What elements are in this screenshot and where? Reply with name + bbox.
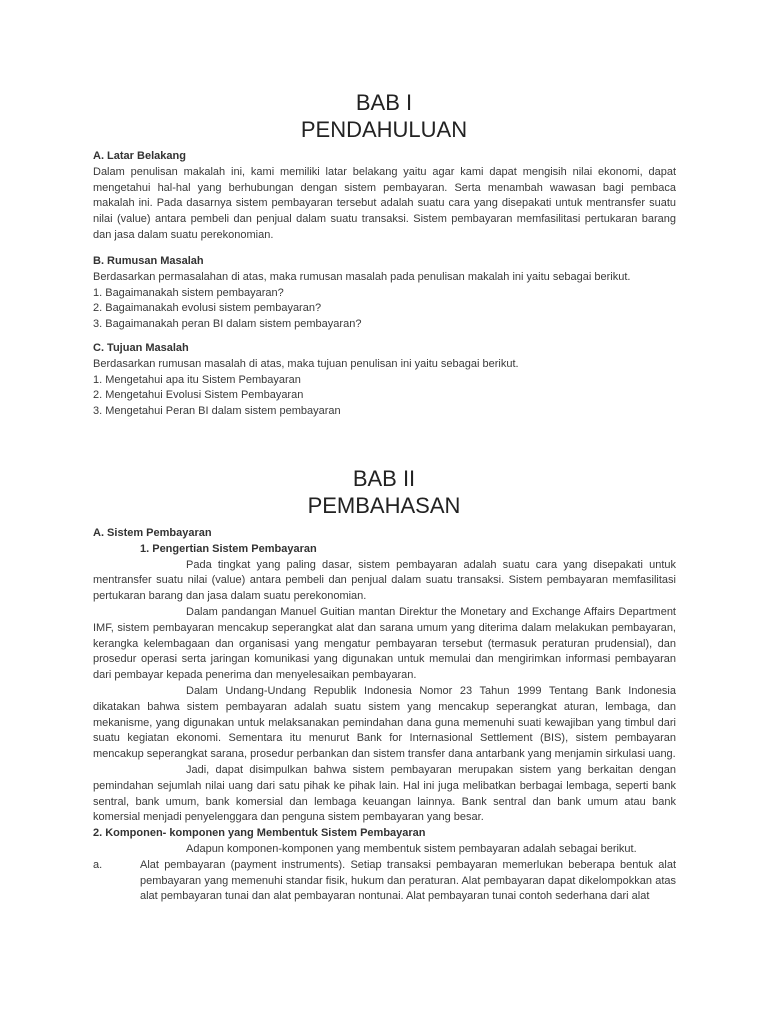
paragraph: Jadi, dapat disimpulkan bahwa sistem pembayaran merupakan sistem yang berkaitan dengan pemindahan sejumlah nilai uang dari satu pihak ke pihak lain. Hal ini juga melibatkan berbagai lembaga, seperti bank sentral, bank umum, bank komersial dan lembaga keuangan lainnya. Bank sentral dan bank umum atau bank komersial menjadi penyelenggara dan penguna sistem pembayaran yang besar.	[93, 763, 676, 824]
paragraph: Dalam Undang-Undang Republik Indonesia Nomor 23 Tahun 1999 Tentang Bank Indonesia dikatakan bahwa sistem pembayaran adalah suatu sistem yang mencakup seperangkat aturan, lembaga, dan mekanisme, yang digunakan untuk melaksanakan pemindahan dana guna memenuhi suati kewajiban yang timbul dari suatu kegiatan ekonomi. Sementara itu menurut Bank for Internasional Settlement (BIS), sistem pembayaran mencakup seperangkat sarana, prosedur perbankan dan sistem transfer dana antarbank yang menjamin sirkulasi uang.	[93, 684, 676, 761]
list-item: 3. Mengetahui Peran BI dalam sistem pembayaran	[93, 405, 341, 418]
section-heading: A. Sistem Pembayaran	[93, 527, 212, 539]
section-rumusan-masalah	[93, 254, 676, 333]
subsection-heading: 1. Pengertian Sistem Pembayaran	[140, 542, 317, 555]
paragraph: Adapun komponen-komponen yang membentuk sistem pembayaran adalah sebagai berikut.	[186, 842, 637, 855]
section-sistem-pembayaran	[93, 526, 676, 905]
chapter-title: BAB I	[355, 90, 413, 115]
list-item: 3. Bagaimanakah peran BI dalam sistem pembayaran?	[93, 318, 362, 331]
list-item: 1. Mengetahui apa itu Sistem Pembayaran	[93, 373, 301, 386]
section-heading: C. Tujuan Masalah	[93, 342, 189, 354]
paragraph: Dalam pandangan Manuel Guitian mantan Direktur the Monetary and Exchange Affairs Department IMF, sistem pembayaran mencakup seperangkat alat dan sarana umum yang diterima dalam melakukan pembayaran, kerangka kelembagaan dan organisasi yang mengatur pembayaran tersebut (termasuk peraturan prudensial), dan prosedur operasi serta jaringan komunikasi yang digunakan untuk memulai dan mengirimkan informasi pembayaran dari pembayar kepada penerima dan menyelesaikan pembayaran.	[93, 605, 676, 682]
list-marker: a.	[93, 858, 103, 871]
list-item	[93, 858, 676, 905]
chapter-heading-bab1	[0, 89, 768, 143]
chapter-title: BAB II	[352, 466, 416, 491]
paragraph: Pada tingkat yang paling dasar, sistem pembayaran adalah suatu cara yang disepakati untuk mentransfer suatu nilai (value) antara pembeli dan penjual dalam suatu transaksi. Sistem pembayaran memfasilitasi pertukaran barang dan jasa dalam suatu perekonomian.	[93, 558, 676, 603]
section-tujuan-masalah	[93, 341, 676, 420]
list-item-text: Alat pembayaran (payment instruments). Setiap transaksi pembayaran memerlukan beberapa bentuk alat pembayaran yang memenuhi standar fisik, hukum dan peraturan. Alat pembayaran dapat dikelompokkan atas alat pembayaran tunai dan alat pembayaran nontunai. Alat pembayaran tunai contoh sederhana dari alat	[140, 858, 676, 903]
chapter-heading-bab2	[0, 465, 768, 519]
paragraph: Dalam penulisan makalah ini, kami memiliki latar belakang yaitu agar kami dapat mengisih nilai ekonomi, dapat mengetahui hal-hal yang berhubungan dengan sistem pembayaran. Serta menambah wawasan bagi pembaca makalah ini. Pada dasarnya sistem pembayaran tersebut adalah suatu cara yang disepakati untuk mentransfer suatu nilai (value) antara pembeli dan penjual dalam suatu transaksi. Sistem pembayaran memfasilitasi pertukaran barang dan jasa dalam suatu perekonomian.	[93, 165, 676, 241]
list-item: 2. Mengetahui Evolusi Sistem Pembayaran	[93, 389, 304, 402]
list-item: 2. Bagaimanakah evolusi sistem pembayaran?	[93, 302, 322, 315]
chapter-subtitle: PEMBAHASAN	[307, 493, 461, 518]
chapter-subtitle: PENDAHULUAN	[300, 117, 468, 142]
section-heading: A. Latar Belakang	[93, 150, 186, 162]
paragraph: Berdasarkan permasalahan di atas, maka rumusan masalah pada penulisan makalah ini yaitu sebagai berikut.	[93, 270, 631, 283]
section-heading: B. Rumusan Masalah	[93, 255, 204, 267]
list-item: 1. Bagaimanakah sistem pembayaran?	[93, 286, 284, 299]
subsection-heading: 2. Komponen- komponen yang Membentuk Sistem Pembayaran	[93, 827, 426, 840]
section-latar-belakang	[93, 149, 676, 244]
paragraph: Berdasarkan rumusan masalah di atas, maka tujuan penulisan ini yaitu sebagai berikut.	[93, 357, 519, 370]
